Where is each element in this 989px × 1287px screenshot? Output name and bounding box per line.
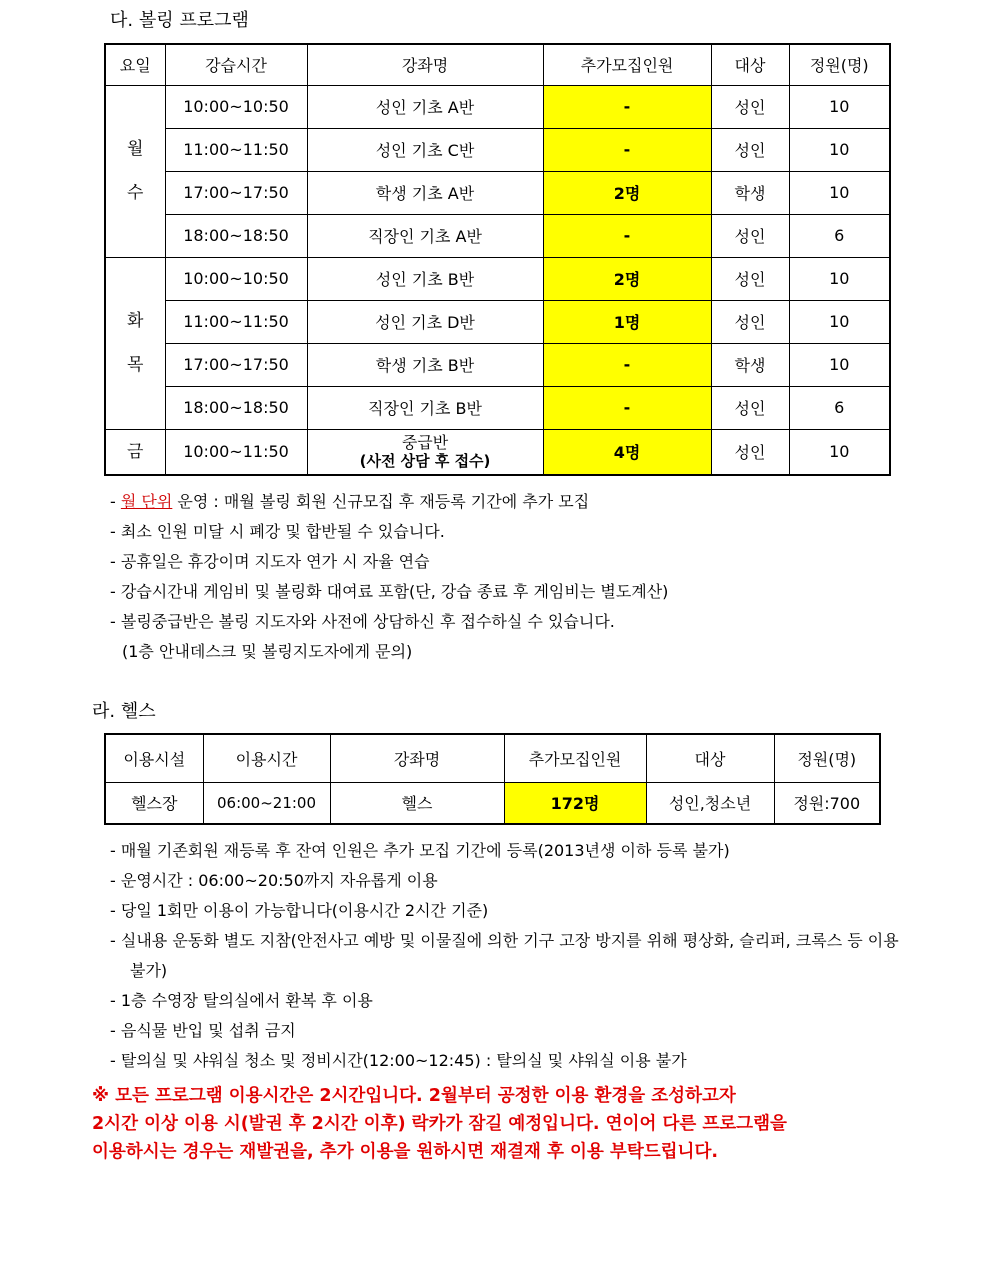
header-facility: 이용시설	[105, 734, 203, 782]
health-notes	[110, 836, 900, 1076]
table-row	[105, 214, 890, 257]
header-capacity: 정원(명)	[789, 44, 890, 85]
table-row	[105, 85, 890, 128]
target-cell: 학생	[711, 171, 789, 214]
day-cell-tue-thu	[105, 257, 165, 429]
course-cell: 성인 기초 A반	[307, 85, 543, 128]
target-cell: 학생	[711, 343, 789, 386]
header-course: 강좌명	[307, 44, 543, 85]
table-row	[105, 343, 890, 386]
bowling-heading: 다. 볼링 프로그램	[110, 10, 249, 31]
table-row	[105, 257, 890, 300]
facility-cell: 헬스장	[105, 782, 203, 824]
notice-line: 2시간 이상 이용 시(발권 후 2시간 이후) 락카가 잠길 예정입니다. 연이어 다른 프로그램을	[92, 1114, 787, 1134]
course-cell: 직장인 기초 A반	[307, 214, 543, 257]
extra-cell: 2명	[543, 171, 711, 214]
capacity-cell: 10	[789, 85, 890, 128]
note-item	[110, 487, 900, 517]
capacity-cell: 10	[789, 429, 890, 475]
target-cell: 성인	[711, 85, 789, 128]
table-row	[105, 171, 890, 214]
note-item: - 최소 인원 미달 시 폐강 및 합반될 수 있습니다.	[110, 522, 445, 541]
notice-line: 이용하시는 경우는 재발권을, 추가 이용을 원하시면 재결재 후 이용 부탁드립니다.	[92, 1142, 718, 1162]
target-cell: 성인	[711, 214, 789, 257]
course-cell: 학생 기초 A반	[307, 171, 543, 214]
day-label: 목	[127, 355, 144, 375]
note-item: - 탈의실 및 샤워실 청소 및 정비시간(12:00~12:45) : 탈의실 및 샤워실 이용 불가	[110, 1051, 687, 1070]
time-cell: 06:00~21:00	[203, 782, 330, 824]
notice-line: ※ 모든 프로그램 이용시간은 2시간입니다. 2월부터 공정한 이용 환경을 조성하고자	[92, 1086, 736, 1106]
monthly-unit-link: 월 단위	[120, 492, 173, 511]
capacity-cell: 10	[789, 257, 890, 300]
course-cell: 학생 기초 B반	[307, 343, 543, 386]
course-sublabel: (사전 상담 후 접수)	[359, 451, 491, 470]
extra-cell: -	[543, 386, 711, 429]
extra-cell: -	[543, 85, 711, 128]
bowling-header-row	[105, 44, 890, 85]
note-item: - 볼링중급반은 볼링 지도자와 사전에 상담하신 후 접수하실 수 있습니다.	[110, 612, 615, 631]
capacity-cell: 10	[789, 128, 890, 171]
health-heading: 라. 헬스	[92, 701, 156, 722]
day-cell-mon-wed	[105, 85, 165, 257]
day-label: 월	[127, 139, 144, 159]
time-cell: 10:00~10:50	[165, 257, 307, 300]
extra-cell: -	[543, 214, 711, 257]
header-time: 강습시간	[165, 44, 307, 85]
capacity-cell: 정원:700	[774, 782, 880, 824]
course-cell: 헬스	[330, 782, 504, 824]
course-cell: 성인 기초 D반	[307, 300, 543, 343]
target-cell: 성인	[711, 128, 789, 171]
day-label: 금	[127, 441, 144, 462]
header-extra: 추가모집인원	[504, 734, 646, 782]
time-cell: 10:00~10:50	[165, 85, 307, 128]
time-cell: 11:00~11:50	[165, 128, 307, 171]
note-text: 운영 : 매월 볼링 회원 신규모집 후 재등록 기간에 추가 모집	[172, 492, 590, 511]
health-header-row	[105, 734, 880, 782]
note-item: - 당일 1회만 이용이 가능합니다(이용시간 2시간 기준)	[110, 901, 489, 920]
course-cell: 직장인 기초 B반	[307, 386, 543, 429]
target-cell: 성인	[711, 429, 789, 475]
time-cell: 18:00~18:50	[165, 386, 307, 429]
target-cell: 성인,청소년	[646, 782, 774, 824]
extra-cell: -	[543, 343, 711, 386]
header-extra: 추가모집인원	[543, 44, 711, 85]
target-cell: 성인	[711, 257, 789, 300]
table-row	[105, 386, 890, 429]
course-cell: 성인 기초 B반	[307, 257, 543, 300]
table-row	[105, 128, 890, 171]
table-row	[105, 429, 890, 475]
time-cell: 17:00~17:50	[165, 171, 307, 214]
time-cell: 18:00~18:50	[165, 214, 307, 257]
header-course: 강좌명	[330, 734, 504, 782]
header-time: 이용시간	[203, 734, 330, 782]
capacity-cell: 6	[789, 386, 890, 429]
bowling-notes	[110, 487, 900, 667]
time-cell: 17:00~17:50	[165, 343, 307, 386]
time-cell: 10:00~11:50	[165, 429, 307, 475]
day-label: 화	[127, 311, 144, 331]
time-cell: 11:00~11:50	[165, 300, 307, 343]
header-capacity: 정원(명)	[774, 734, 880, 782]
note-item: - 강습시간내 게임비 및 볼링화 대여료 포함(단, 강습 종료 후 게임비는 별도계산)	[110, 582, 669, 601]
locker-notice	[92, 1082, 902, 1166]
health-table	[104, 733, 881, 825]
note-prefix: -	[110, 492, 121, 511]
header-day: 요일	[105, 44, 165, 85]
extra-cell: 1명	[543, 300, 711, 343]
course-label: 중급반	[401, 432, 449, 452]
note-item: - 1층 수영장 탈의실에서 환복 후 이용	[110, 991, 373, 1010]
note-item: - 매월 기존회원 재등록 후 잔여 인원은 추가 모집 기간에 등록(2013년생 이하 등록 불가)	[110, 841, 730, 860]
course-cell: 성인 기초 C반	[307, 128, 543, 171]
capacity-cell: 10	[789, 300, 890, 343]
note-item: (1층 안내데스크 및 볼링지도자에게 문의)	[122, 642, 413, 661]
table-row	[105, 782, 880, 824]
bowling-table	[104, 43, 891, 476]
capacity-cell: 6	[789, 214, 890, 257]
table-row	[105, 300, 890, 343]
target-cell: 성인	[711, 386, 789, 429]
extra-cell: -	[543, 128, 711, 171]
capacity-cell: 10	[789, 343, 890, 386]
target-cell: 성인	[711, 300, 789, 343]
day-label: 수	[127, 183, 144, 203]
extra-cell: 4명	[543, 429, 711, 475]
day-cell-fri	[105, 429, 165, 475]
capacity-cell: 10	[789, 171, 890, 214]
note-item: - 음식물 반입 및 섭취 금지	[110, 1021, 296, 1040]
extra-cell: 2명	[543, 257, 711, 300]
note-item: - 운영시간 : 06:00~20:50까지 자유롭게 이용	[110, 871, 438, 890]
extra-cell: 172명	[504, 782, 646, 824]
note-item: - 실내용 운동화 별도 지참(안전사고 예방 및 이물질에 의한 기구 고장 방지를 위해 평상화, 슬리퍼, 크록스 등 이용불가)	[110, 931, 899, 980]
course-cell	[307, 429, 543, 475]
note-item: - 공휴일은 휴강이며 지도자 연가 시 자율 연습	[110, 552, 430, 571]
header-target: 대상	[646, 734, 774, 782]
header-target: 대상	[711, 44, 789, 85]
